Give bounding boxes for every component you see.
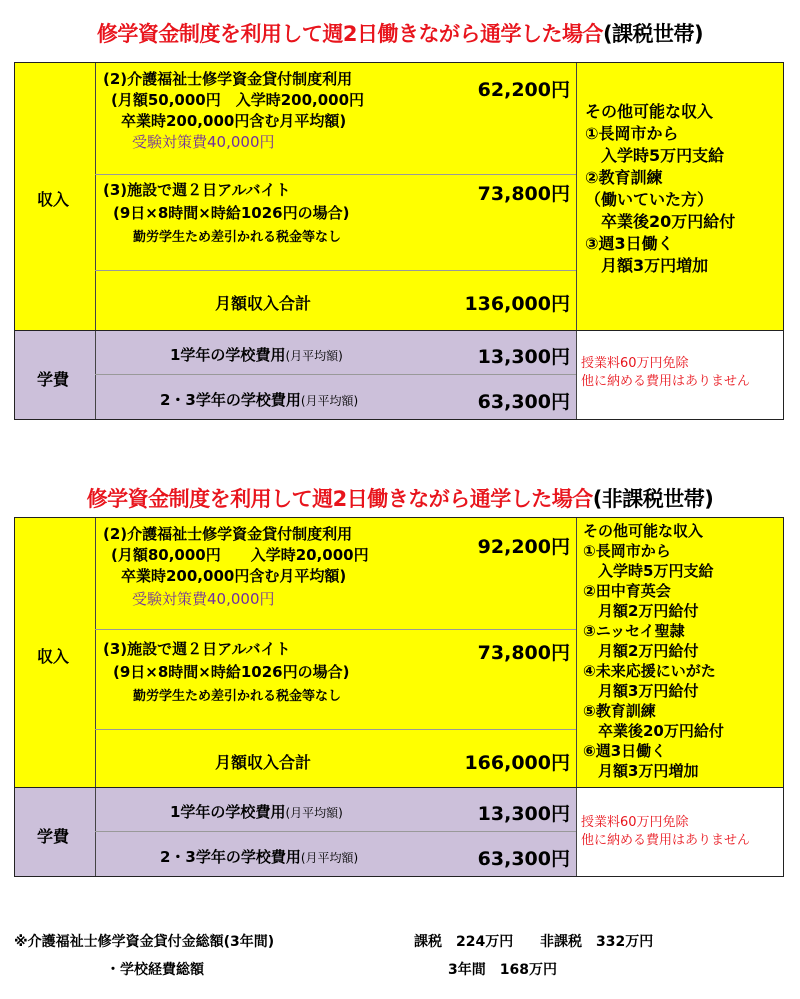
section2-fee-note1: 授業料60万円免除: [581, 815, 689, 830]
section2-item2-line2: (月額80,000円 入学時20,000円: [111, 546, 369, 564]
section1-item2-line2: (月額50,000円 入学時200,000円: [111, 91, 365, 109]
section1-item2-amount: 62,200円: [477, 79, 570, 101]
section1-item2-line4: 受験対策費40,000円: [132, 133, 275, 151]
section2-fee1: 1学年の学校費用(月平均額): [170, 803, 343, 821]
footer-school-cost-label: ・学校経費総額: [106, 962, 204, 978]
section2-other-income: その他可能な収入 ①長岡市から 入学時5万円支給 ②田中育英会 月額2万円給付 ③ニッセイ聖隷 月額2万円給付 ④未来応援にいがた 月額3万円給付 ⑤教育訓練 卒業後20万円給付 ⑥週3日働く 月額3万円増加: [583, 522, 724, 780]
section2-fee2: 2・3学年の学校費用(月平均額): [160, 848, 359, 866]
footer-loan-total-label: ※介護福祉士修学資金貸付金総額(3年間): [14, 934, 275, 950]
section1-total-amount: 136,000円: [464, 293, 570, 315]
section2-fee2-amount: 63,300円: [477, 848, 570, 870]
footer-loan-taxed: 課税 224万円: [414, 934, 514, 950]
section1-fee2-amount: 63,300円: [477, 391, 570, 413]
section2-item2-line4: 受験対策費40,000円: [132, 590, 275, 608]
section2-title: [0, 483, 800, 513]
section1-item2-line1: (2)介護福祉士修学資金貸付制度利用: [103, 70, 353, 88]
section1-fee1-amount: 13,300円: [477, 346, 570, 368]
footer-school-cost-value: 3年間 168万円: [448, 962, 557, 978]
section2-item2-line3: 卒業時200,000円含む月平均額): [121, 567, 347, 585]
section1-total-label: 月額収入合計: [215, 294, 312, 313]
section1-item3-line2: (9日×8時間×時給1026円の場合): [113, 204, 350, 222]
section1-title: [0, 18, 800, 48]
section1-fee2: 2・3学年の学校費用(月平均額): [160, 391, 359, 409]
section1-table: [14, 62, 784, 420]
section2-item3-amount: 73,800円: [477, 642, 570, 664]
section2-income-label: 収入: [37, 647, 70, 666]
section1-item2-line3: 卒業時200,000円含む月平均額): [121, 112, 347, 130]
section1-fee-label: 学費: [37, 370, 70, 389]
section1-item3-line3: 勤労学生ため差引かれる税金等なし: [133, 230, 342, 245]
section2-item2-line1: (2)介護福祉士修学資金貸付制度利用: [103, 525, 353, 543]
section1-item3-line1: (3)施設で週２日アルバイト: [103, 181, 291, 199]
section1-income-label: 収入: [37, 190, 70, 209]
section1-other-income: その他可能な収入 ①長岡市から 入学時5万円支給 ②教育訓練 （働いていた方） 卒業後20万円給付 ③週3日働く 月額3万円増加: [585, 102, 736, 275]
section1-fee-note2: 他に納める費用はありません: [581, 374, 751, 389]
section1-item3-amount: 73,800円: [477, 183, 570, 205]
section1-fee-note1: 授業料60万円免除: [581, 356, 689, 371]
section2-fee-label: 学費: [37, 827, 70, 846]
section1-fee1: 1学年の学校費用(月平均額): [170, 346, 343, 364]
section2-item3-line1: (3)施設で週２日アルバイト: [103, 640, 291, 658]
section2-total-label: 月額収入合計: [215, 753, 312, 772]
section1-title-suffix: (課税世帯): [602, 22, 704, 46]
section2-title-suffix: (非課税世帯): [592, 487, 714, 511]
section2-item2-amount: 92,200円: [477, 536, 570, 558]
section1-title-main: 修学資金制度を利用して週2日働きながら通学した場合: [96, 22, 603, 46]
section2-item3-line2: (9日×8時間×時給1026円の場合): [113, 663, 350, 681]
section2-total-amount: 166,000円: [464, 752, 570, 774]
section2-table: [14, 517, 784, 877]
section2-fee-note2: 他に納める費用はありません: [581, 833, 751, 848]
footer-loan-nontaxed: 非課税 332万円: [540, 934, 654, 950]
section2-item3-line3: 勤労学生ため差引かれる税金等なし: [133, 689, 342, 704]
section2-title-main: 修学資金制度を利用して週2日働きながら通学した場合: [86, 487, 593, 511]
section2-fee1-amount: 13,300円: [477, 803, 570, 825]
